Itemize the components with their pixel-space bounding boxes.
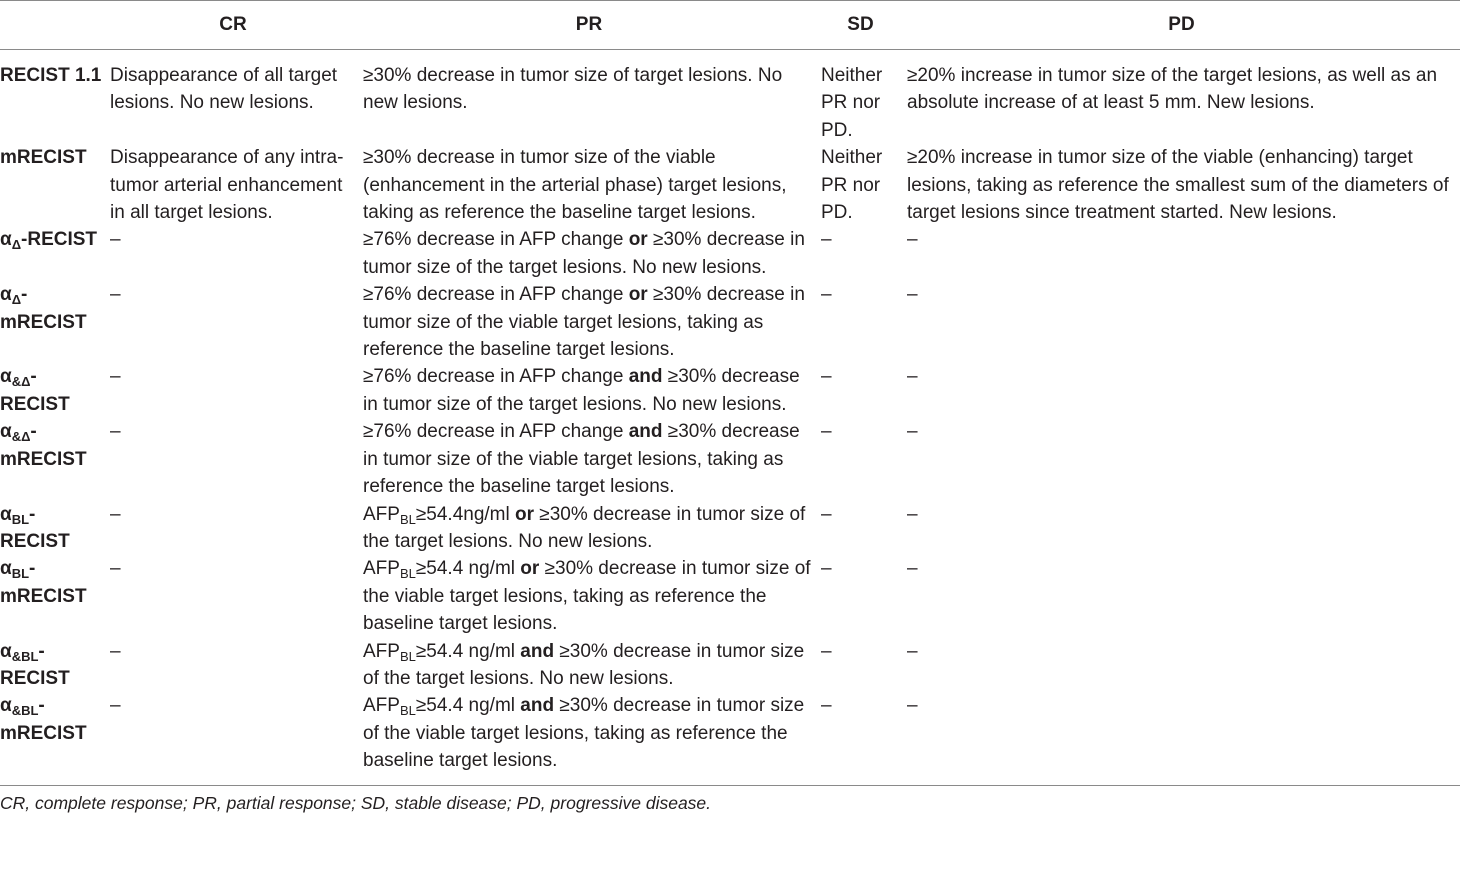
criterion-base: α	[0, 558, 12, 580]
criterion-suffix: -RECIST	[0, 503, 70, 552]
criterion-subscript: Δ	[11, 292, 22, 308]
header-cr: CR	[219, 14, 247, 36]
cr-cell: –	[110, 640, 121, 662]
table-footnote: CR, complete response; PR, partial response; SD, stable disease; PD, progressive disease.	[0, 792, 712, 813]
criterion-suffix: -RECIST	[21, 229, 98, 251]
table-row	[0, 50, 1460, 145]
pr-afp-subscript: BL	[399, 566, 416, 582]
criterion-suffix: -RECIST	[0, 640, 70, 689]
pd-cell: –	[907, 503, 918, 525]
criterion-suffix: -mRECIST	[0, 558, 87, 607]
criterion-cell: mRECIST	[0, 147, 87, 169]
cr-cell: –	[110, 284, 121, 306]
table-row	[0, 638, 1460, 693]
table-row	[0, 144, 1460, 226]
table-row	[0, 281, 1460, 363]
criterion-cell	[0, 638, 106, 693]
criterion-cell	[0, 418, 106, 500]
pr-cell	[360, 226, 818, 281]
sd-cell: –	[821, 695, 832, 717]
pr-text-post: ≥30% decrease in tumor size of the target lesions. No new lesions.	[363, 229, 805, 278]
criterion-cell	[0, 501, 106, 556]
pr-text-post: ≥30% decrease in tumor size of the target lesions. No new lesions.	[363, 366, 800, 415]
criterion-suffix: -mRECIST	[0, 695, 87, 744]
criterion-subscript: BL	[11, 511, 30, 527]
pr-text-post: ≥30% decrease in tumor size of the viable target lesions, taking as reference the baseline target lesions.	[363, 421, 800, 498]
pd-cell: –	[907, 558, 918, 580]
pd-cell: –	[907, 640, 918, 662]
criterion-base: α	[0, 229, 12, 251]
cr-cell: Disappearance of any intra-tumor arterial enhancement in all target lesions.	[110, 147, 344, 224]
criterion-base: α	[0, 695, 12, 717]
header-pr: PR	[575, 14, 603, 36]
pr-afp: AFP	[363, 503, 400, 525]
cr-cell: Disappearance of all target lesions. No new lesions.	[110, 65, 338, 114]
criterion-subscript: &Δ	[11, 429, 31, 445]
pr-afp: AFP	[363, 695, 400, 717]
pd-cell: –	[907, 229, 918, 251]
pr-keyword: or	[628, 229, 648, 251]
pr-text-post: ≥30% decrease in tumor size of the target lesions. No new lesions.	[363, 503, 806, 552]
pr-text-pre: ≥54.4 ng/ml	[415, 640, 521, 662]
pd-cell: –	[907, 421, 918, 443]
table-row	[0, 363, 1460, 418]
table-row	[0, 555, 1460, 637]
sd-cell: –	[821, 503, 832, 525]
criterion-subscript: &BL	[11, 703, 39, 719]
pr-keyword: or	[628, 284, 648, 306]
cr-cell: –	[110, 503, 121, 525]
sd-cell: –	[821, 421, 832, 443]
pr-text-post: ≥30% decrease in tumor size of the viable target lesions, taking as reference the baseline target lesions.	[363, 284, 805, 361]
pr-cell	[360, 555, 818, 637]
pr-keyword: and	[628, 366, 663, 388]
pr-keyword: and	[520, 695, 555, 717]
criterion-cell	[0, 692, 106, 774]
criterion-base: α	[0, 640, 12, 662]
pr-cell	[360, 692, 818, 774]
criterion-cell	[0, 281, 106, 363]
criterion-base: α	[0, 503, 12, 525]
pr-cell	[360, 363, 818, 418]
pr-cell	[360, 501, 818, 556]
criterion-suffix: -mRECIST	[0, 421, 87, 470]
criterion-base: α	[0, 366, 12, 388]
criterion-suffix: -RECIST	[0, 366, 70, 415]
criterion-subscript: BL	[11, 566, 30, 582]
criterion-cell	[0, 363, 106, 418]
pr-afp: AFP	[363, 558, 400, 580]
pr-text-pre: ≥54.4 ng/ml	[415, 695, 521, 717]
pr-text-post: ≥30% decrease in tumor size of the viable target lesions, taking as reference the baseline target lesions.	[363, 558, 811, 635]
pr-text-pre: ≥54.4ng/ml	[415, 503, 516, 525]
pr-cell	[360, 281, 818, 363]
cr-cell: –	[110, 695, 121, 717]
criterion-suffix: -mRECIST	[0, 284, 87, 333]
sd-cell: –	[821, 640, 832, 662]
sd-cell: –	[821, 284, 832, 306]
criterion-subscript: Δ	[11, 237, 22, 253]
pr-text-pre: ≥76% decrease in AFP change	[363, 366, 629, 388]
sd-cell: –	[821, 558, 832, 580]
criterion-base: α	[0, 421, 12, 443]
criterion-subscript: &BL	[11, 648, 39, 664]
header-sd: SD	[847, 14, 874, 36]
pr-text-pre: ≥76% decrease in AFP change	[363, 421, 629, 443]
pr-afp-subscript: BL	[399, 703, 416, 719]
pr-afp: AFP	[363, 640, 400, 662]
table-row	[0, 418, 1460, 500]
table-row	[0, 226, 1460, 281]
pr-afp-subscript: BL	[399, 511, 416, 527]
header-criterion	[0, 1, 106, 50]
pr-cell	[360, 418, 818, 500]
cr-cell: –	[110, 229, 121, 251]
table-row	[0, 692, 1460, 774]
criterion-cell	[0, 226, 106, 281]
table-row	[0, 501, 1460, 556]
sd-cell: –	[821, 229, 832, 251]
header-pd: PD	[1168, 14, 1195, 36]
criterion-subscript: &Δ	[11, 374, 31, 390]
pr-text-post: ≥30% decrease in tumor size of the target lesions. No new lesions.	[363, 640, 805, 689]
pr-cell: ≥30% decrease in tumor size of the viable (enhancement in the arterial phase) target lesions, taking as reference the baseline target lesions.	[363, 147, 787, 224]
pr-keyword: or	[520, 558, 540, 580]
pd-cell: –	[907, 366, 918, 388]
pd-cell: –	[907, 284, 918, 306]
cr-cell: –	[110, 558, 121, 580]
cr-cell: –	[110, 421, 121, 443]
pr-text-post: ≥30% decrease in tumor size of the viable target lesions, taking as reference the baseline target lesions.	[363, 695, 805, 772]
pr-text-pre: ≥76% decrease in AFP change	[363, 284, 629, 306]
criterion-base: α	[0, 284, 12, 306]
pr-keyword: and	[520, 640, 555, 662]
sd-cell: Neither PR nor PD.	[821, 65, 883, 141]
table-header-row	[0, 1, 1460, 50]
pr-text-pre: ≥76% decrease in AFP change	[363, 229, 629, 251]
pd-cell: ≥20% increase in tumor size of the target lesions, as well as an absolute increase of at least 5 mm. New lesions.	[907, 65, 1438, 114]
criterion-cell	[0, 555, 106, 637]
pd-cell: –	[907, 695, 918, 717]
pr-keyword: and	[628, 421, 663, 443]
cr-cell: –	[110, 366, 121, 388]
pr-cell	[360, 638, 818, 693]
pr-keyword: or	[515, 503, 535, 525]
pr-afp-subscript: BL	[399, 648, 416, 664]
pd-cell: ≥20% increase in tumor size of the viable (enhancing) target lesions, taking as reference the smallest sum of the diameters of target lesions since treatment started. New lesions.	[907, 147, 1449, 224]
sd-cell: –	[821, 366, 832, 388]
pr-text-pre: ≥54.4 ng/ml	[415, 558, 521, 580]
criterion-cell: RECIST 1.1	[0, 65, 102, 86]
pr-cell: ≥30% decrease in tumor size of target lesions. No new lesions.	[363, 65, 783, 114]
sd-cell: Neither PR nor PD.	[821, 147, 883, 224]
